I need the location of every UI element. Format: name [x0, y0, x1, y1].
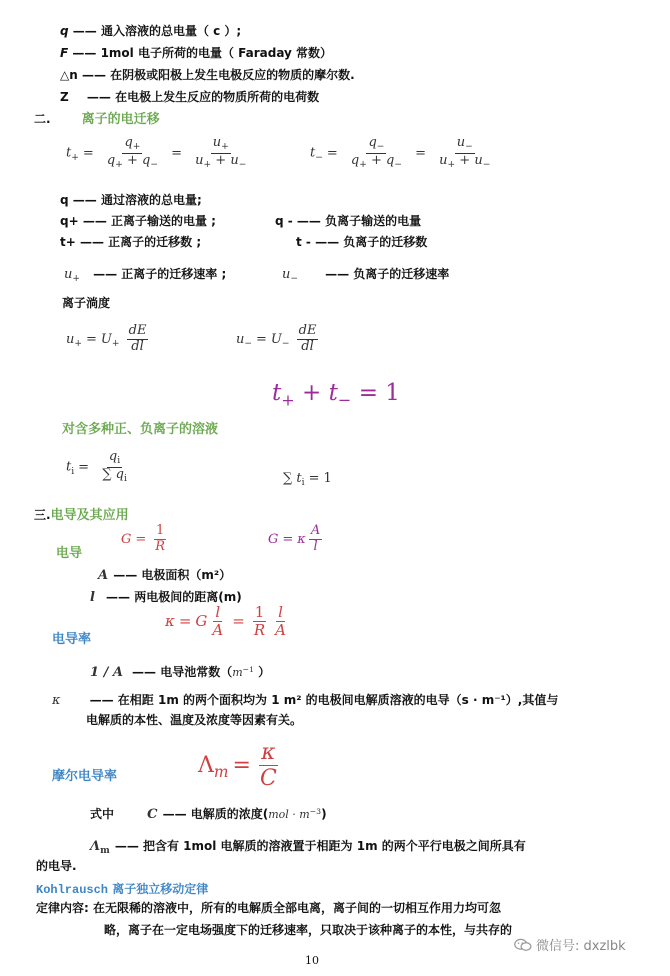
multi-ion-label: 对含多种正、负离子的溶液	[62, 422, 219, 437]
trans-def-uplus: $u_+$ —— 正离子的迁移速率 ;	[64, 267, 227, 285]
def-q: q —— 通入溶液的总电量（ c ）;	[60, 24, 242, 38]
section-2-heading: 二. 离子的电迁移	[34, 112, 160, 127]
formula-t-i: $t_i$ = $\frac{q_i}{\sum q_i}$	[66, 449, 127, 484]
def-A: A —— 电极面积（m²）	[98, 568, 232, 583]
molar-conductivity-label: 摩尔电导率	[52, 769, 118, 784]
trans-def-uminus: $u_-$ —— 负离子的迁移速率	[282, 267, 450, 285]
trans-def-qplus: q+ —— 正离子输送的电量 ;	[60, 214, 216, 228]
law-line2: 略，离子在一定电场强度下的迁移速率，只取决于该种离子的本性，与共存的	[104, 923, 513, 937]
formula-G-kappa: G = κ $\frac{A}{l}$	[268, 523, 321, 554]
formula-t-sum: $t_+ + t_- = 1$	[272, 380, 400, 410]
def-kappa: κ —— 在相距 1m 的两个面积均为 1 m² 的电极间电解质溶液的电导（s · m⁻¹）,其值与	[52, 693, 559, 708]
formula-t-plus: $t_+$ = $\frac{q_+}{q_+ + q_-}$ = $\frac{u_+}{u_+ + u_-}$	[66, 135, 247, 170]
section-3-heading: 三.电导及其应用	[34, 508, 129, 523]
wechat-watermark: 微信号: dxzlbk	[514, 935, 626, 954]
conductance-label: 电导	[56, 546, 83, 561]
trans-def-tplus: t+ —— 正离子的迁移数 ;	[60, 235, 202, 249]
formula-kappa: κ = G $\frac{l}{A}$ = $\frac{1}{R}$ $\frac{l}{A}$	[165, 603, 286, 640]
def-lambda: $\Lambda_m$ —— 把含有 1mol 电解质的溶液置于相距为 1m 的两个平行电极之间所具有	[90, 839, 526, 857]
formula-lambda-m: $\Lambda_m$ = $\frac{\kappa}{C}$	[198, 740, 277, 792]
kohlrausch-heading: Kohlrausch 离子独立移动定律	[36, 882, 209, 897]
formula-t-minus: $t_-$ = $\frac{q_-}{q_+ + q_-}$ = $\frac{u_-}{u_+ + u_-}$	[310, 135, 491, 170]
mobility-label: 离子淌度	[62, 296, 111, 310]
def-kappa-line2: 电解质的本性、温度及浓度等因素有关。	[86, 713, 303, 727]
page-number: 10	[305, 954, 319, 967]
formula-sum-t-i: ∑ $t_i = 1$	[283, 471, 332, 489]
wechat-icon	[514, 938, 532, 952]
formula-mobility-plus: $u_+ = U_+$ $\frac{dE}{dl}$	[66, 323, 147, 354]
def-F: F —— 1mol 电子所荷的电量（ Faraday 常数）	[60, 46, 333, 60]
formula-mobility-minus: $u_- = U_-$ $\frac{dE}{dl}$	[236, 323, 317, 354]
def-Z: Z —— 在电极上发生反应的物质所荷的电荷数	[60, 90, 320, 104]
trans-def-qminus: q - —— 负离子输送的电量	[275, 214, 422, 228]
trans-def-tminus: t - —— 负离子的迁移数	[296, 235, 428, 249]
conductivity-label: 电导率	[52, 632, 92, 647]
def-c: 式中 C —— 电解质的浓度$(mol \cdot m^{-3})$	[90, 807, 327, 822]
def-lambda-line2: 的电导.	[36, 859, 77, 873]
formula-G-R: G = $\frac{1}{R}$	[121, 523, 166, 554]
law-line1: 定律内容: 在无限稀的溶液中，所有的电解质全部电离，离子间的一切相互作用力均可忽	[36, 901, 501, 915]
trans-def-q: q —— 通过溶液的总电量;	[60, 193, 202, 207]
def-delta-n: △n —— 在阴极或阳极上发生电极反应的物质的摩尔数.	[60, 68, 355, 82]
def-cell-constant: 1 / A —— 电导池常数（$m^{-1}$ ）	[90, 665, 271, 680]
def-l: l —— 两电极间的距离(m)	[90, 590, 242, 605]
